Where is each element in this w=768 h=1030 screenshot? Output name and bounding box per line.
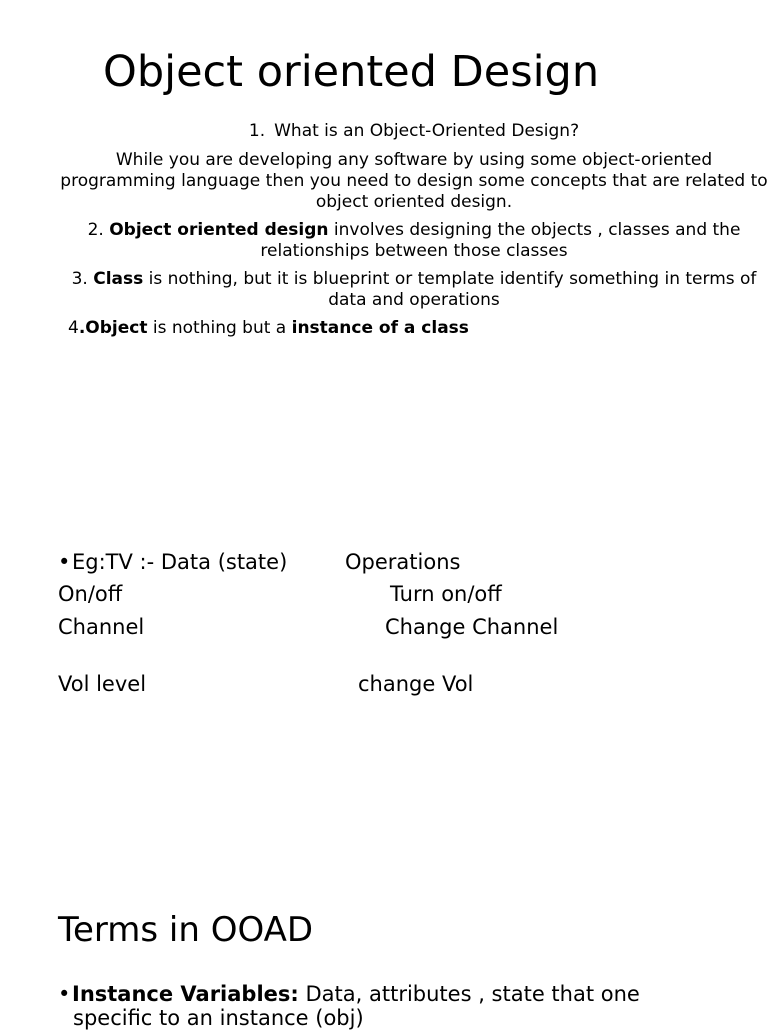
point-4-number: 4 bbox=[68, 318, 79, 338]
point-4-text: is nothing but a bbox=[152, 318, 287, 338]
term-definition: Data, attributes , state that one bbox=[305, 982, 640, 1006]
point-4-emphasis: instance of a class bbox=[291, 318, 469, 338]
data-item-vol-level: Vol level bbox=[58, 672, 147, 696]
example-data-label: Eg:TV :- Data (state) bbox=[72, 550, 288, 574]
bullet: • bbox=[58, 550, 71, 574]
operation-turn-onoff: Turn on/off bbox=[390, 582, 502, 606]
point-4 bbox=[68, 318, 469, 339]
point-2-term: Object oriented design bbox=[109, 220, 329, 240]
point-3-term: Class bbox=[93, 269, 144, 289]
bullet: • bbox=[58, 982, 71, 1006]
point-4-term: .Object bbox=[78, 318, 148, 338]
term-name: Instance Variables: bbox=[72, 982, 299, 1006]
section-title: Terms in OOAD bbox=[58, 910, 314, 950]
point-2 bbox=[60, 220, 768, 262]
operation-change-channel: Change Channel bbox=[385, 615, 559, 639]
data-item-channel: Channel bbox=[58, 615, 145, 639]
question-1-text: What is an Object-Oriented Design? bbox=[274, 121, 580, 141]
data-item-onoff: On/off bbox=[58, 582, 123, 606]
slide-title: Object oriented Design bbox=[103, 47, 600, 97]
term-instance-variables bbox=[58, 982, 708, 1030]
point-3-text: is nothing, but it is blueprint or template identify something in terms of data and operations bbox=[148, 269, 757, 310]
operations-label: Operations bbox=[345, 550, 461, 574]
operation-change-vol: change Vol bbox=[358, 672, 474, 696]
point-2-text: involves designing the objects , classes and the relationships between those classes bbox=[260, 220, 741, 261]
point-3 bbox=[60, 269, 768, 311]
term-definition-continued: specific to an instance (obj) bbox=[73, 1006, 364, 1030]
question-1 bbox=[60, 121, 768, 142]
definition-paragraph: While you are developing any software by using some object-oriented programming language then you need to design some concepts that are related to object oriented design. bbox=[60, 150, 768, 212]
point-2-number: 2. bbox=[87, 220, 104, 240]
example-header bbox=[58, 549, 287, 575]
point-3-number: 3. bbox=[71, 269, 88, 289]
question-1-number: 1. bbox=[248, 121, 266, 141]
